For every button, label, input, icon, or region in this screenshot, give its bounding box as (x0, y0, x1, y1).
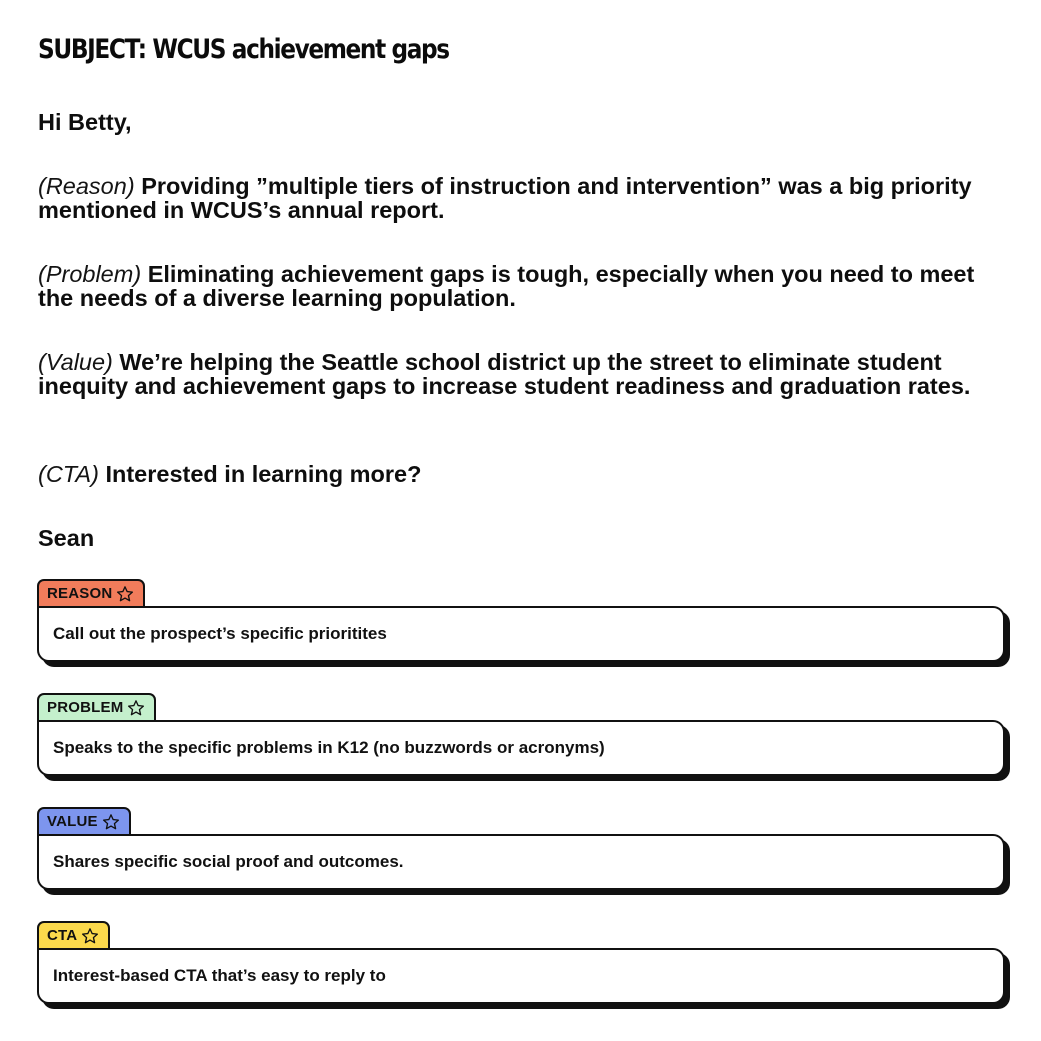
badge-label-reason: REASON (47, 585, 113, 602)
badge-label-value: VALUE (47, 813, 98, 830)
card-description-reason: Call out the prospect’s specific prioritites (37, 606, 1005, 662)
star-icon (81, 927, 99, 945)
paragraph-tag-value: (Value) (38, 349, 113, 375)
card-description-problem: Speaks to the specific problems in K12 (no buzzwords or acronyms) (37, 720, 1005, 776)
paragraph-tag-cta: (CTA) (38, 461, 99, 487)
paragraph-text-reason: Providing ”multiple tiers of instruction and intervention” was a big priority mentioned in WCUS’s annual report. (38, 173, 972, 223)
email-paragraph-problem (38, 262, 1008, 310)
badge-cta (37, 921, 110, 948)
signoff-text: Sean (38, 525, 95, 551)
paragraph-text-problem: Eliminating achievement gaps is tough, especially when you need to meet the needs of a diverse learning population. (38, 261, 975, 311)
badge-reason (37, 579, 145, 606)
badge-label-cta: CTA (47, 927, 78, 944)
badge-problem (37, 693, 156, 720)
paragraph-tag-problem: (Problem) (38, 261, 142, 287)
card-description-cta: Interest-based CTA that’s easy to reply to (37, 948, 1005, 1004)
greeting-text: Hi Betty, (38, 109, 132, 135)
annotation-card-problem (37, 693, 1040, 785)
paragraph-text-value: We’re helping the Seattle school district up the street to eliminate student inequity and achievement gaps to increase student readiness and graduation rates. (38, 349, 971, 399)
annotation-card-reason (37, 579, 1040, 671)
email-greeting (38, 110, 1008, 134)
card-description-value: Shares specific social proof and outcomes. (37, 834, 1005, 890)
paragraph-tag-reason: (Reason) (38, 173, 135, 199)
badge-value (37, 807, 131, 834)
annotation-card-value (37, 807, 1040, 899)
email-paragraph-value (38, 350, 1008, 398)
annotation-card-cta (37, 921, 1040, 1013)
paragraph-text-cta: Interested in learning more? (105, 461, 422, 487)
star-icon (116, 585, 134, 603)
email-signoff (38, 526, 1008, 550)
star-icon (102, 813, 120, 831)
email-subject: SUBJECT: WCUS achievement gaps (38, 34, 449, 65)
email-paragraph-cta (38, 462, 1008, 486)
star-icon (127, 699, 145, 717)
email-paragraph-reason (38, 174, 1008, 222)
badge-label-problem: PROBLEM (47, 699, 124, 716)
